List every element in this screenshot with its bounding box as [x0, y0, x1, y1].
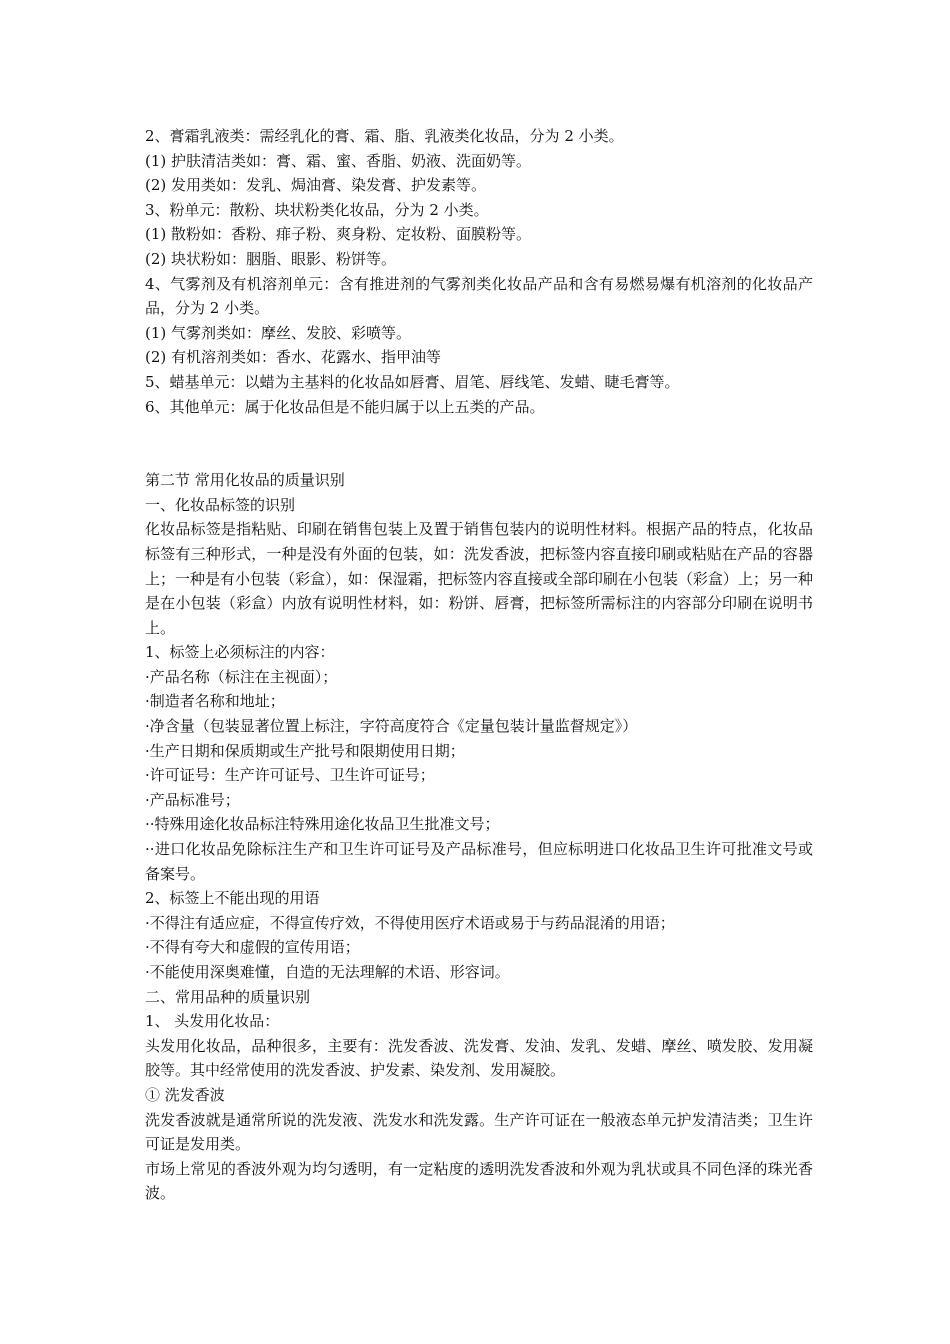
list-item: ·生产日期和保质期或生产批号和限期使用日期； [145, 741, 465, 760]
paragraph: (1) 散粉如：香粉、痱子粉、爽身粉、定妆粉、面膜粉等。 [145, 225, 532, 244]
list-item: ·许可证号：生产许可证号、卫生许可证号； [145, 766, 435, 785]
list-item: ·不得有夸大和虚假的宣传用语； [145, 938, 360, 957]
paragraph: 洗发香波就是通常所说的洗发液、洗发水和洗发露。生产许可证在一般液态单元护发清洁类；卫生许可证是发用类。 [145, 1110, 813, 1154]
subheading: 二、常用品种的质量识别 [145, 987, 311, 1006]
paragraph: 4、气雾剂及有机溶剂单元：含有推进剂的气雾剂类化妆品产品和含有易燃易爆有机溶剂的化妆品产品，分为 2 小类。 [145, 274, 813, 318]
list-item: ·产品标准号； [145, 790, 240, 809]
section-heading: 第二节 常用化妆品的质量识别 [145, 471, 345, 490]
paragraph: (2) 有机溶剂类如：香水、花露水、指甲油等 [145, 348, 442, 367]
subheading: 一、化妆品标签的识别 [145, 495, 296, 514]
paragraph: 2、膏霜乳液类：需经乳化的膏、霜、脂、乳液类化妆品，分为 2 小类。 [145, 127, 624, 145]
list-item: ·制造者名称和地址； [145, 692, 285, 711]
paragraph: 市场上常见的香波外观为均匀透明，有一定粘度的透明洗发香波和外观为乳状或具不同色泽的珠光香波。 [145, 1159, 813, 1203]
subheading: 1、标签上必须标注的内容： [145, 643, 335, 662]
paragraph: 5、蜡基单元：以蜡为主基料的化妆品如唇膏、眉笔、唇线笔、发蜡、睫毛膏等。 [145, 372, 680, 391]
paragraph: 头发用化妆品，品种很多，主要有：洗发香波、洗发膏、发油、发乳、发蜡、摩丝、喷发胶、发用凝胶等。其中经常使用的洗发香波、护发素、染发剂、发用凝胶。 [145, 1036, 813, 1080]
section-quality-identification [145, 468, 813, 1206]
paragraph: 化妆品标签是指粘贴、印刷在销售包装上及置于销售包装内的说明性材料。根据产品的特点，化妆品标签有三种形式，一种是没有外面的包装，如：洗发香波，把标签内容直接印刷或粘贴在产品的容器上；一种是有小包装（彩盒），如：保湿霜，把标签内容直接或全部印刷在小包装（彩盒）上；另一种是在小包装（彩盒）内放有说明性材料，如：粉饼、唇膏，把标签所需标注的内容部分印刷在说明书上。 [145, 520, 813, 637]
section-cosmetic-units [145, 124, 813, 419]
list-item: ·产品名称（标注在主视面）； [145, 667, 338, 686]
paragraph: (2) 块状粉如：胭脂、眼影、粉饼等。 [145, 249, 397, 268]
list-item: ·不得注有适应症，不得宣传疗效，不得使用医疗术语或易于与药品混淆的用语； [145, 913, 675, 932]
paragraph: 3、粉单元：散粉、块状粉类化妆品，分为 2 小类。 [145, 200, 489, 219]
section-spacer [145, 419, 813, 468]
paragraph: (1) 气雾剂类如：摩丝、发胶、彩喷等。 [145, 323, 412, 342]
list-item: ··进口化妆品免除标注生产和卫生许可证号及产品标准号，但应标明进口化妆品卫生许可批准文号或备案号。 [145, 840, 813, 883]
list-item: ·净含量（包装显著位置上标注，字符高度符合《定量包装计量监督规定》） [145, 717, 638, 736]
paragraph: (2) 发用类如：发乳、焗油膏、染发膏、护发素等。 [145, 176, 487, 195]
paragraph: 6、其他单元：属于化妆品但是不能归属于以上五类的产品。 [145, 397, 545, 416]
paragraph: (1) 护肤清洁类如：膏、霜、蜜、香脂、奶液、洗面奶等。 [145, 151, 532, 170]
list-item: ··特殊用途化妆品标注特殊用途化妆品卫生批准文号； [145, 815, 500, 834]
list-item: ·不能使用深奥难懂，自造的无法理解的术语、形容词。 [145, 963, 510, 981]
subheading: ① 洗发香波 [145, 1085, 225, 1104]
subheading: 1、 头发用化妆品： [145, 1012, 280, 1031]
document-page [145, 124, 813, 1206]
subheading: 2、标签上不能出现的用语 [145, 889, 320, 908]
